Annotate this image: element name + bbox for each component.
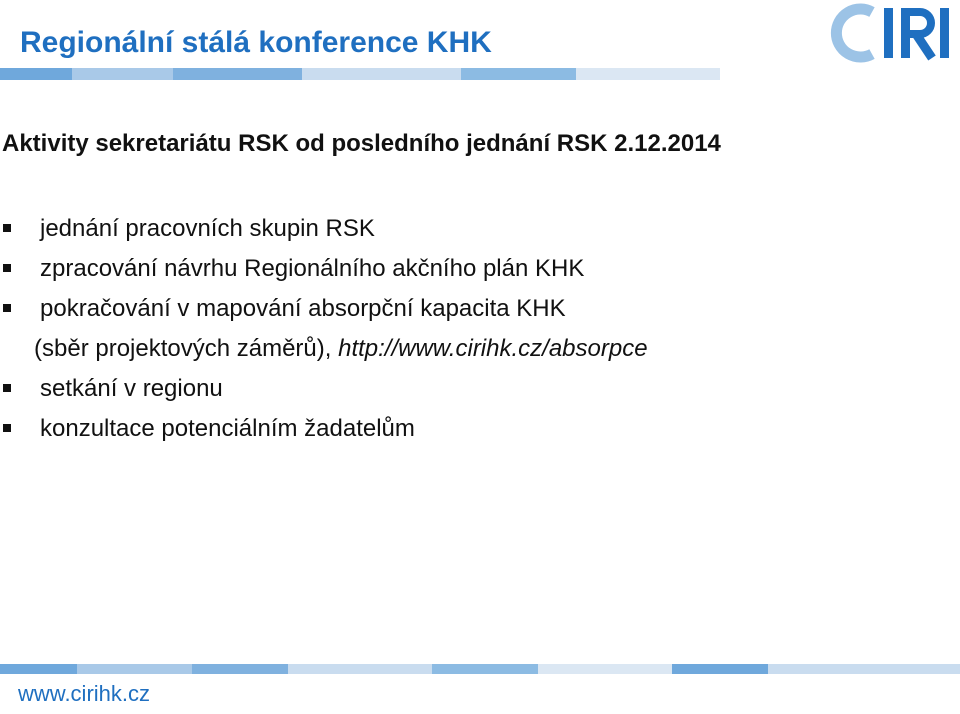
list-item-text: konzultace potenciálním žadatelům: [40, 415, 415, 442]
bullet-list: [0, 209, 648, 449]
square-bullet-icon: [3, 224, 11, 232]
list-item-text: zpracování návrhu Regionálního akčního plán KHK: [40, 255, 585, 282]
ciri-logo: [828, 2, 956, 64]
footer-divider-bar: [0, 664, 960, 676]
slide-subtitle: Aktivity sekretariátu RSK od posledního jednání RSK 2.12.2014: [2, 130, 721, 157]
square-bullet-icon: [3, 424, 11, 432]
square-bullet-icon: [3, 384, 11, 392]
list-item: [0, 289, 648, 329]
slide-title: Regionální stálá konference KHK: [20, 26, 492, 59]
list-item: [0, 369, 648, 409]
footer-url-link[interactable]: www.cirihk.cz: [18, 681, 151, 706]
list-item-text: jednání pracovních skupin RSK: [40, 215, 375, 242]
header-divider-bar: [0, 68, 720, 80]
list-item: [0, 249, 648, 289]
list-item: [0, 209, 648, 249]
list-item-continuation: [0, 329, 648, 369]
list-item-text: setkání v regionu: [40, 375, 223, 402]
square-bullet-icon: [3, 264, 11, 272]
absorpce-link[interactable]: http://www.cirihk.cz/absorpce: [338, 335, 648, 362]
list-item: [0, 409, 648, 449]
continuation-text: (sběr projektových záměrů),: [34, 335, 339, 362]
square-bullet-icon: [3, 304, 11, 312]
list-item-text: pokračování v mapování absorpční kapacita KHK: [40, 295, 566, 322]
